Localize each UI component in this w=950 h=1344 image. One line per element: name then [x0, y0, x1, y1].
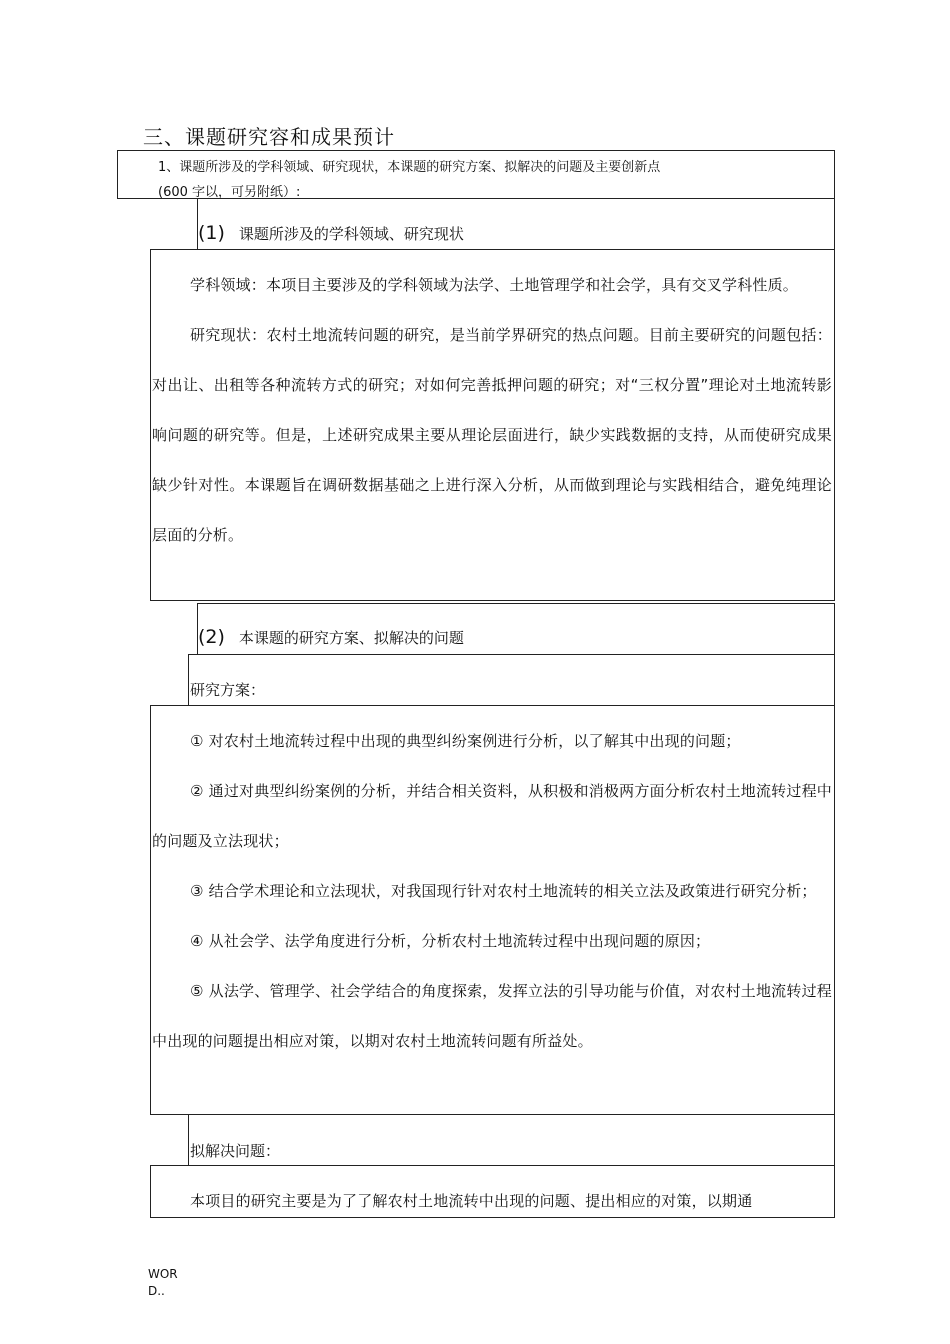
- subsection-1-number: (1): [198, 222, 225, 244]
- plan-item-4: ④ 从社会学、法学角度进行分析，分析农村土地流转过程中出现问题的原因；: [190, 932, 711, 950]
- status-paragraph: 研究现状：农村土地流转问题的研究，是当前学界研究的热点问题。目前主要研究的问题包括：对出让、出租等各种流转方式的研究；对如何完善抵押问题的研究；对“三权分置”理论对土地流转影响问题的研究等。但是，上述研究成果主要从理论层面进行，缺少实践数据的支持，从而使研究成果缺少针对性。本课题旨在调研数据基础之上进行深入分析，从而做到理论与实践相结合，避免纯理论层面的分析。: [152, 326, 832, 544]
- field-paragraph: 学科领域：本项目主要涉及的学科领域为法学、土地管理学和社会学，具有交叉学科性质。: [190, 276, 799, 294]
- plan-item-3: ③ 结合学术理论和立法现状，对我国现行针对农村土地流转的相关立法及政策进行研究分析；: [190, 882, 817, 900]
- subsection-2-title: 本课题的研究方案、拟解决的问题: [238, 629, 464, 647]
- subsection-1-title: 课题所涉及的学科领域、研究现状: [238, 225, 464, 243]
- section-title: 三、课题研究容和成果预计: [143, 125, 395, 149]
- plan-item-1: ① 对农村土地流转过程中出现的典型纠纷案例进行分析，以了解其中出现的问题；: [190, 732, 741, 750]
- header-line-2: (600 字以，可另附纸）:: [158, 185, 301, 200]
- subsection-1-heading: [198, 222, 464, 244]
- plan-label-box: [188, 654, 835, 706]
- problem-label-box: [188, 1114, 835, 1166]
- plan-item-2: ② 通过对典型纠纷案例的分析，并结合相关资料，从积极和消极两方面分析农村土地流转过程中的问题及立法现状；: [152, 782, 832, 850]
- footer-line-1: WOR: [148, 1267, 178, 1281]
- header-line-1: 1、课题所涉及的学科领域、研究现状，本课题的研究方案、拟解决的问题及主要创新点: [158, 160, 661, 175]
- plan-content: [152, 716, 832, 1066]
- status-content: [152, 260, 832, 560]
- problem-label: 拟解决问题：: [190, 1142, 281, 1160]
- problem-text: 本项目的研究主要是为了了解农村土地流转中出现的问题、提出相应的对策，以期通: [190, 1192, 753, 1210]
- subsection-2-number: (2): [198, 626, 225, 648]
- footer-line-2: D..: [148, 1284, 165, 1298]
- problem-content: [152, 1176, 832, 1226]
- subsection-2-heading: [198, 626, 464, 648]
- plan-item-5: ⑤ 从法学、管理学、社会学结合的角度探索，发挥立法的引导功能与价值，对农村土地流转过程中出现的问题提出相应对策，以期对农村土地流转问题有所益处。: [152, 982, 832, 1050]
- page-footer: [148, 1266, 178, 1300]
- plan-label: 研究方案：: [190, 681, 266, 699]
